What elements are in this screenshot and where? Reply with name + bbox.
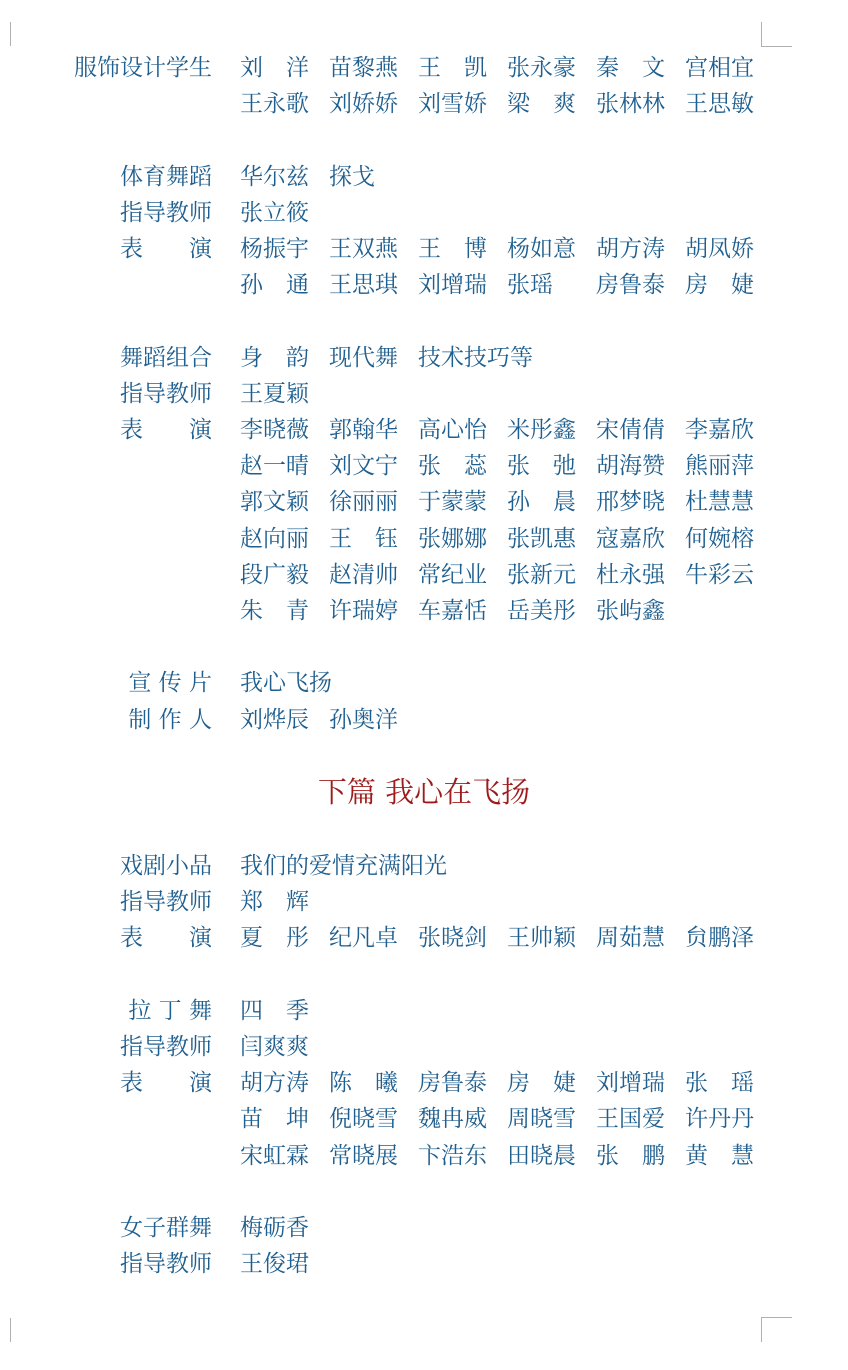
row-label: 宣 传 片 (128, 670, 212, 697)
row-label: 表 演 (120, 236, 212, 262)
row-label: 指导教师 (120, 1251, 212, 1278)
name-entry: 房鲁泰 (596, 272, 665, 299)
row-label: 体育舞蹈 (120, 163, 212, 190)
program-row (0, 884, 848, 920)
row-label: 制 作 人 (128, 706, 212, 733)
name-entry: 周茹慧 (596, 925, 665, 952)
corner-mark-top-left (0, 22, 11, 46)
name-entry: 陈 曦 (329, 1070, 398, 1097)
name-entry: 王双燕 (329, 236, 398, 262)
name-entry: 杨振宇 (240, 236, 309, 262)
row-names (240, 593, 685, 629)
program-row (0, 848, 848, 884)
row-names (240, 1138, 774, 1174)
name-entry: 刘娇娇 (329, 91, 398, 118)
row-names (240, 50, 774, 86)
row-names (240, 665, 332, 701)
name-entry: 胡凤娇 (685, 236, 754, 262)
name-entry: 张 弛 (507, 453, 576, 480)
name-entry: 王帅颖 (507, 925, 576, 952)
name-entry: 王俊珺 (240, 1251, 309, 1278)
row-names (240, 267, 774, 303)
name-entry: 我心飞扬 (240, 670, 332, 697)
name-entry: 孙奥洋 (329, 706, 398, 733)
program-row (0, 702, 848, 738)
row-names (240, 376, 309, 412)
program-row (0, 159, 848, 195)
name-entry: 胡方涛 (596, 236, 665, 262)
row-label: 拉 丁 舞 (128, 997, 212, 1024)
row-label: 服饰设计学生 (74, 55, 212, 81)
name-entry: 身 韵 (240, 344, 309, 371)
program-row (0, 412, 848, 448)
row-names (240, 1065, 774, 1101)
name-entry: 宋虹霖 (240, 1142, 309, 1169)
name-entry: 现代舞 (329, 344, 398, 371)
name-entry: 张晓剑 (418, 925, 487, 952)
row-label: 指导教师 (120, 380, 212, 407)
name-entry: 杨如意 (507, 236, 576, 262)
name-entry: 张林林 (596, 91, 665, 118)
name-entry: 张瑶 (507, 272, 553, 299)
name-entry: 郭文颖 (240, 489, 309, 516)
name-entry: 秦 文 (596, 55, 665, 81)
name-entry: 夏 彤 (240, 925, 309, 952)
name-entry: 周晓雪 (507, 1106, 576, 1133)
row-names (240, 1210, 309, 1246)
program-row (0, 448, 848, 484)
name-entry: 赵清帅 (329, 561, 398, 588)
row-label: 指导教师 (120, 889, 212, 916)
name-entry: 刘雪娇 (418, 91, 487, 118)
name-entry: 熊丽萍 (685, 453, 754, 480)
corner-mark-bottom-left (0, 1318, 11, 1342)
row-names (240, 920, 774, 956)
name-entry: 张 鹏 (596, 1142, 665, 1169)
program-row (0, 593, 848, 629)
row-label: 女子群舞 (120, 1215, 212, 1241)
name-entry: 王国爱 (596, 1106, 665, 1133)
name-entry: 张屿鑫 (596, 598, 665, 624)
name-entry: 房 婕 (507, 1070, 576, 1097)
name-entry: 胡方涛 (240, 1070, 309, 1097)
name-entry: 苗 坤 (240, 1106, 309, 1133)
program-row (0, 376, 848, 412)
name-entry: 贠鹏泽 (685, 925, 754, 952)
name-entry: 李晓薇 (240, 417, 309, 443)
name-entry: 王 博 (418, 236, 487, 262)
name-entry: 房 婕 (685, 272, 754, 299)
name-entry: 牛彩云 (685, 561, 754, 588)
program-row (0, 484, 848, 520)
name-entry: 梁 爽 (507, 91, 576, 118)
part-heading: 下篇 我心在飞扬 (317, 775, 531, 809)
program-row (0, 1029, 848, 1065)
name-entry: 刘增瑞 (418, 272, 487, 299)
name-entry: 米彤鑫 (507, 417, 576, 443)
program-row (0, 665, 848, 701)
name-entry: 赵向丽 (240, 525, 309, 552)
row-names (240, 884, 309, 920)
program-row (0, 1101, 848, 1137)
name-entry: 宋倩倩 (596, 417, 665, 443)
name-entry: 许瑞婷 (329, 598, 398, 624)
row-label: 舞蹈组合 (120, 344, 212, 371)
program-row (0, 993, 848, 1029)
name-entry: 孙 晨 (507, 489, 576, 516)
row-names (240, 412, 774, 448)
name-entry: 房鲁泰 (418, 1070, 487, 1097)
program-row (0, 1246, 848, 1282)
row-label: 表 演 (120, 925, 212, 952)
row-label: 戏剧小品 (120, 853, 212, 879)
name-entry: 华尔兹 (240, 163, 309, 190)
name-entry: 卞浩东 (418, 1142, 487, 1169)
row-label: 指导教师 (120, 1034, 212, 1060)
program-row (0, 86, 848, 122)
program-row (0, 340, 848, 376)
program-row (0, 1138, 848, 1174)
name-entry: 我们的爱情充满阳光 (240, 853, 447, 879)
name-entry: 王 钰 (329, 525, 398, 552)
name-entry: 王 凯 (418, 55, 487, 81)
name-entry: 寇嘉欣 (596, 525, 665, 552)
row-names (240, 848, 447, 884)
name-entry: 王思敏 (685, 91, 754, 118)
program-row (0, 1210, 848, 1246)
row-label: 表 演 (120, 1070, 212, 1097)
name-entry: 何婉榕 (685, 525, 754, 552)
name-entry: 车嘉恬 (418, 598, 487, 624)
name-entry: 梅砺香 (240, 1215, 309, 1241)
row-names (240, 557, 774, 593)
row-label: 指导教师 (120, 199, 212, 226)
row-names (240, 340, 533, 376)
name-entry: 王永歌 (240, 91, 309, 118)
name-entry: 苗黎燕 (329, 55, 398, 81)
name-entry: 杜慧慧 (685, 489, 754, 516)
name-entry: 张 瑶 (685, 1070, 754, 1097)
name-entry: 朱 青 (240, 598, 309, 624)
name-entry: 岳美彤 (507, 598, 576, 624)
corner-mark-bottom-right (761, 1317, 792, 1342)
name-entry: 刘 洋 (240, 55, 309, 81)
name-entry: 李嘉欣 (685, 417, 754, 443)
name-entry: 张永豪 (507, 55, 576, 81)
name-entry: 常晓展 (329, 1142, 398, 1169)
program-row (0, 557, 848, 593)
name-entry: 闫爽爽 (240, 1034, 309, 1060)
row-names (240, 159, 418, 195)
name-entry: 常纪业 (418, 561, 487, 588)
name-entry: 高心怡 (418, 417, 487, 443)
row-names (240, 1101, 774, 1137)
name-entry: 田晓晨 (507, 1142, 576, 1169)
program-row (0, 50, 848, 86)
row-names (240, 1029, 309, 1065)
name-entry: 探戈 (329, 163, 375, 190)
row-names (240, 231, 774, 267)
name-entry: 张新元 (507, 561, 576, 588)
row-names (240, 195, 309, 231)
name-entry: 胡海赞 (596, 453, 665, 480)
program-row (0, 231, 848, 267)
name-entry: 倪晓雪 (329, 1106, 398, 1133)
name-entry: 张娜娜 (418, 525, 487, 552)
name-entry: 张 蕊 (418, 453, 487, 480)
name-entry: 郭翰华 (329, 417, 398, 443)
name-entry: 张立筱 (240, 199, 309, 226)
name-entry: 技术技巧等 (418, 344, 533, 371)
name-entry: 魏冉威 (418, 1106, 487, 1133)
row-names (240, 448, 774, 484)
name-entry: 赵一晴 (240, 453, 309, 480)
name-entry: 郑 辉 (240, 889, 309, 916)
name-entry: 宫相宜 (685, 55, 754, 81)
program-row (0, 920, 848, 956)
name-entry: 刘文宁 (329, 453, 398, 480)
corner-mark-top-right (761, 22, 792, 47)
row-names (240, 993, 309, 1029)
program-row (0, 267, 848, 303)
name-entry: 纪凡卓 (329, 925, 398, 952)
name-entry: 刘烨辰 (240, 706, 309, 733)
program-row (0, 521, 848, 557)
name-entry: 张凯惠 (507, 525, 576, 552)
row-names (240, 484, 774, 520)
row-names (240, 86, 774, 122)
name-entry: 刘增瑞 (596, 1070, 665, 1097)
row-names (240, 1246, 309, 1282)
program-row (0, 195, 848, 231)
name-entry: 杜永强 (596, 561, 665, 588)
row-label: 表 演 (120, 417, 212, 443)
name-entry: 王夏颖 (240, 380, 309, 407)
name-entry: 王思琪 (329, 272, 398, 299)
name-entry: 黄 慧 (685, 1142, 754, 1169)
name-entry: 许丹丹 (685, 1106, 754, 1133)
name-entry: 段广毅 (240, 561, 309, 588)
program-row (0, 1065, 848, 1101)
row-names (240, 521, 774, 557)
name-entry: 孙 通 (240, 272, 309, 299)
name-entry: 邢梦晓 (596, 489, 665, 516)
row-names (240, 702, 418, 738)
name-entry: 四 季 (240, 997, 309, 1024)
name-entry: 于蒙蒙 (418, 489, 487, 516)
name-entry: 徐丽丽 (329, 489, 398, 516)
